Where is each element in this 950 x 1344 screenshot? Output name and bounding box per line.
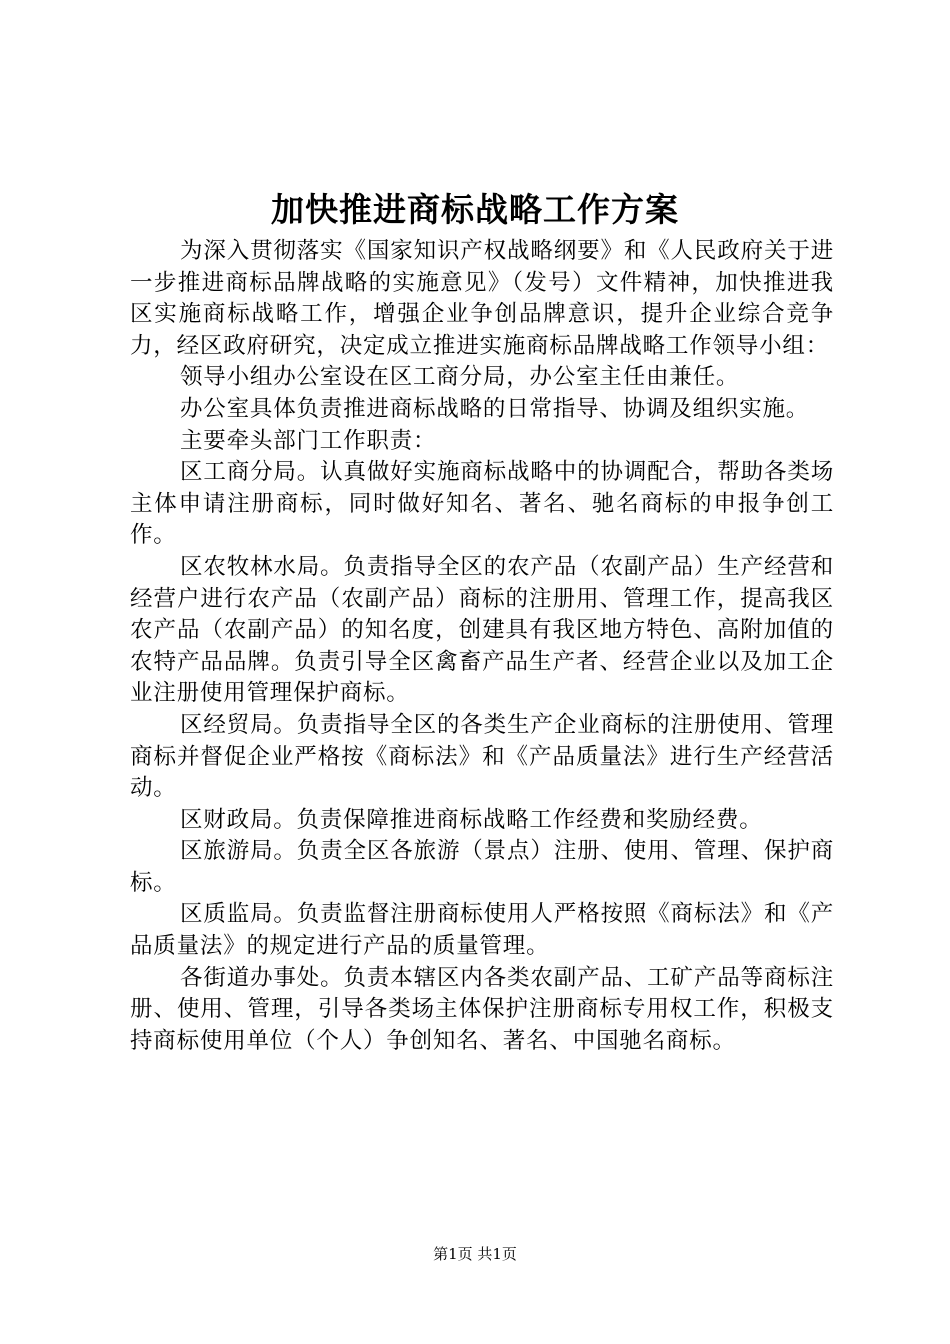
- paragraph-quality-supervision: 区质监局。负责监督注册商标使用人严格按照《商标法》和《产品质量法》的规定进行产品的质量管理。: [130, 901, 834, 960]
- paragraph-office-location: 领导小组办公室设在区工商分局，办公室主任由兼任。: [180, 364, 740, 391]
- paragraph-agriculture: 区农牧林水局。负责指导全区的农产品（农副产品）生产经营和经营户进行农产品（农副产品）商标的注册用、管理工作，提高我区农产品（农副产品）的知名度，创建具有我区地方特色、高附加值的农特产品品牌。负责引导全区禽畜产品生产者、经营企业以及加工企业注册使用管理保护商标。: [130, 553, 834, 707]
- page-number-footer: 第1页 共1页: [433, 1245, 517, 1263]
- document-body: [130, 236, 834, 1057]
- paragraph-responsibilities-heading: 主要牵头部门工作职责：: [180, 427, 437, 454]
- paragraph-office-duties: 办公室具体负责推进商标战略的日常指导、协调及组织实施。: [180, 395, 810, 422]
- paragraph-intro: 为深入贯彻落实《国家知识产权战略纲要》和《人民政府关于进一步推进商标品牌战略的实施意见》（发号）文件精神，加快推进我区实施商标战略工作，增强企业争创品牌意识，提升企业综合竞争力，经区政府研究，决定成立推进实施商标品牌战略工作领导小组：: [130, 238, 834, 359]
- document-title: 加快推进商标战略工作方案: [271, 190, 679, 229]
- paragraph-finance: 区财政局。负责保障推进商标战略工作经费和奖励经费。: [180, 806, 763, 833]
- paragraph-street-offices: 各街道办事处。负责本辖区内各类农副产品、工矿产品等商标注册、使用、管理，引导各类场主体保护注册商标专用权工作，积极支持商标使用单位（个人）争创知名、著名、中国驰名商标。: [130, 964, 834, 1054]
- paragraph-tourism: 区旅游局。负责全区各旅游（景点）注册、使用、管理、保护商标。: [130, 838, 834, 896]
- paragraph-economy-trade: 区经贸局。负责指导全区的各类生产企业商标的注册使用、管理商标并督促企业严格按《商标法》和《产品质量法》进行生产经营活动。: [130, 711, 834, 802]
- paragraph-industry-commerce: 区工商分局。认真做好实施商标战略中的协调配合，帮助各类场主体申请注册商标，同时做好知名、著名、驰名商标的申报争创工作。: [130, 459, 834, 549]
